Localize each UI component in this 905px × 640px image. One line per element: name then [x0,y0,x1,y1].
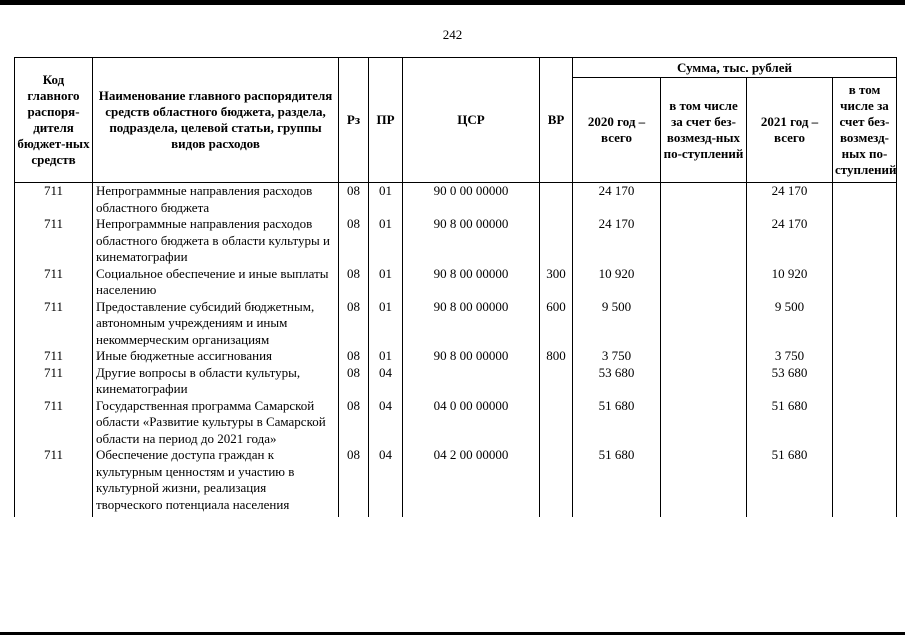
cell-2021-incl [833,266,897,299]
cell-2020-incl [661,348,747,365]
cell-2021-incl [833,348,897,365]
cell-code: 711 [15,447,93,517]
cell-vr: 300 [540,266,573,299]
header-sum: Сумма, тыс. рублей [573,58,897,78]
cell-pr: 01 [369,183,403,217]
header-2021-total: 2021 год – всего [747,78,833,183]
cell-vr [540,183,573,217]
cell-vr [540,216,573,266]
cell-code: 711 [15,299,93,349]
table-row [15,365,897,398]
cell-name: Обеспечение доступа граждан к культурным ценностям и участию в культурной жизни, реализация творческого потенциала населения [93,447,339,517]
cell-2021-total: 51 680 [747,447,833,517]
header-2021-incl: в том числе за счет без-возмезд-ных по-ступлений [833,78,897,183]
cell-2021-total: 24 170 [747,216,833,266]
cell-code: 711 [15,398,93,448]
page-number: 242 [442,27,463,42]
cell-2020-incl [661,183,747,217]
cell-csr: 04 2 00 00000 [403,447,540,517]
cell-2020-total: 51 680 [573,398,661,448]
cell-name: Непрограммные направления расходов областного бюджета [93,183,339,217]
cell-2020-incl [661,266,747,299]
cell-2021-total: 3 750 [747,348,833,365]
cell-2021-total: 9 500 [747,299,833,349]
cell-2020-total: 9 500 [573,299,661,349]
cell-pr: 04 [369,447,403,517]
cell-rz: 08 [339,216,369,266]
header-vr: ВР [540,58,573,183]
header-csr: ЦСР [403,58,540,183]
cell-code: 711 [15,348,93,365]
budget-table [14,57,897,517]
cell-2021-incl [833,183,897,217]
cell-2020-incl [661,398,747,448]
cell-pr: 04 [369,398,403,448]
cell-csr: 90 8 00 00000 [403,266,540,299]
cell-rz: 08 [339,398,369,448]
table-row [15,266,897,299]
cell-2020-total: 24 170 [573,183,661,217]
cell-2021-incl [833,216,897,266]
header-pr: ПР [369,58,403,183]
bottom-border [0,632,905,635]
cell-rz: 08 [339,365,369,398]
top-border [0,0,905,5]
cell-2021-incl [833,299,897,349]
table-row [15,447,897,517]
cell-vr [540,365,573,398]
cell-csr: 90 8 00 00000 [403,348,540,365]
table-row [15,398,897,448]
cell-vr: 600 [540,299,573,349]
cell-rz: 08 [339,348,369,365]
cell-vr [540,447,573,517]
cell-2021-total: 10 920 [747,266,833,299]
cell-2021-incl [833,447,897,517]
table-row [15,183,897,217]
cell-2021-total: 53 680 [747,365,833,398]
cell-2021-total: 51 680 [747,398,833,448]
cell-vr: 800 [540,348,573,365]
cell-2020-total: 53 680 [573,365,661,398]
cell-code: 711 [15,266,93,299]
cell-pr: 01 [369,266,403,299]
cell-2020-incl [661,299,747,349]
cell-csr: 90 8 00 00000 [403,299,540,349]
cell-pr: 01 [369,216,403,266]
cell-2021-incl [833,365,897,398]
cell-name: Государственная программа Самарской области «Развитие культуры в Самарской области на период до 2021 года» [93,398,339,448]
header-rz: Рз [339,58,369,183]
header-2020-total: 2020 год – всего [573,78,661,183]
cell-2020-total: 10 920 [573,266,661,299]
header-name: Наименование главного распорядителя средств областного бюджета, раздела, подраздела, целевой статьи, группы видов расходов [93,58,339,183]
cell-csr: 90 0 00 00000 [403,183,540,217]
cell-pr: 01 [369,299,403,349]
cell-csr: 04 0 00 00000 [403,398,540,448]
table-body [15,183,897,518]
cell-pr: 01 [369,348,403,365]
cell-vr [540,398,573,448]
cell-rz: 08 [339,299,369,349]
cell-2020-incl [661,447,747,517]
header-code: Код главного распоря-дителя бюджет-ных средств [15,58,93,183]
cell-name: Социальное обеспечение и иные выплаты населению [93,266,339,299]
table-row [15,348,897,365]
cell-code: 711 [15,183,93,217]
cell-name: Предоставление субсидий бюджетным, автономным учреждениям и иным некоммерческим организациям [93,299,339,349]
cell-code: 711 [15,216,93,266]
cell-2020-total: 24 170 [573,216,661,266]
cell-rz: 08 [339,183,369,217]
cell-rz: 08 [339,447,369,517]
cell-csr: 90 8 00 00000 [403,216,540,266]
cell-csr [403,365,540,398]
cell-name: Непрограммные направления расходов областного бюджета в области культуры и кинематографии [93,216,339,266]
cell-pr: 04 [369,365,403,398]
cell-2021-total: 24 170 [747,183,833,217]
cell-rz: 08 [339,266,369,299]
table-row [15,216,897,266]
cell-name: Другие вопросы в области культуры, кинематографии [93,365,339,398]
cell-name: Иные бюджетные ассигнования [93,348,339,365]
cell-2020-incl [661,365,747,398]
table-row [15,299,897,349]
cell-2021-incl [833,398,897,448]
cell-2020-total: 51 680 [573,447,661,517]
header-2020-incl: в том числе за счет без-возмезд-ных по-ступлений [661,78,747,183]
cell-2020-incl [661,216,747,266]
cell-code: 711 [15,365,93,398]
cell-2020-total: 3 750 [573,348,661,365]
